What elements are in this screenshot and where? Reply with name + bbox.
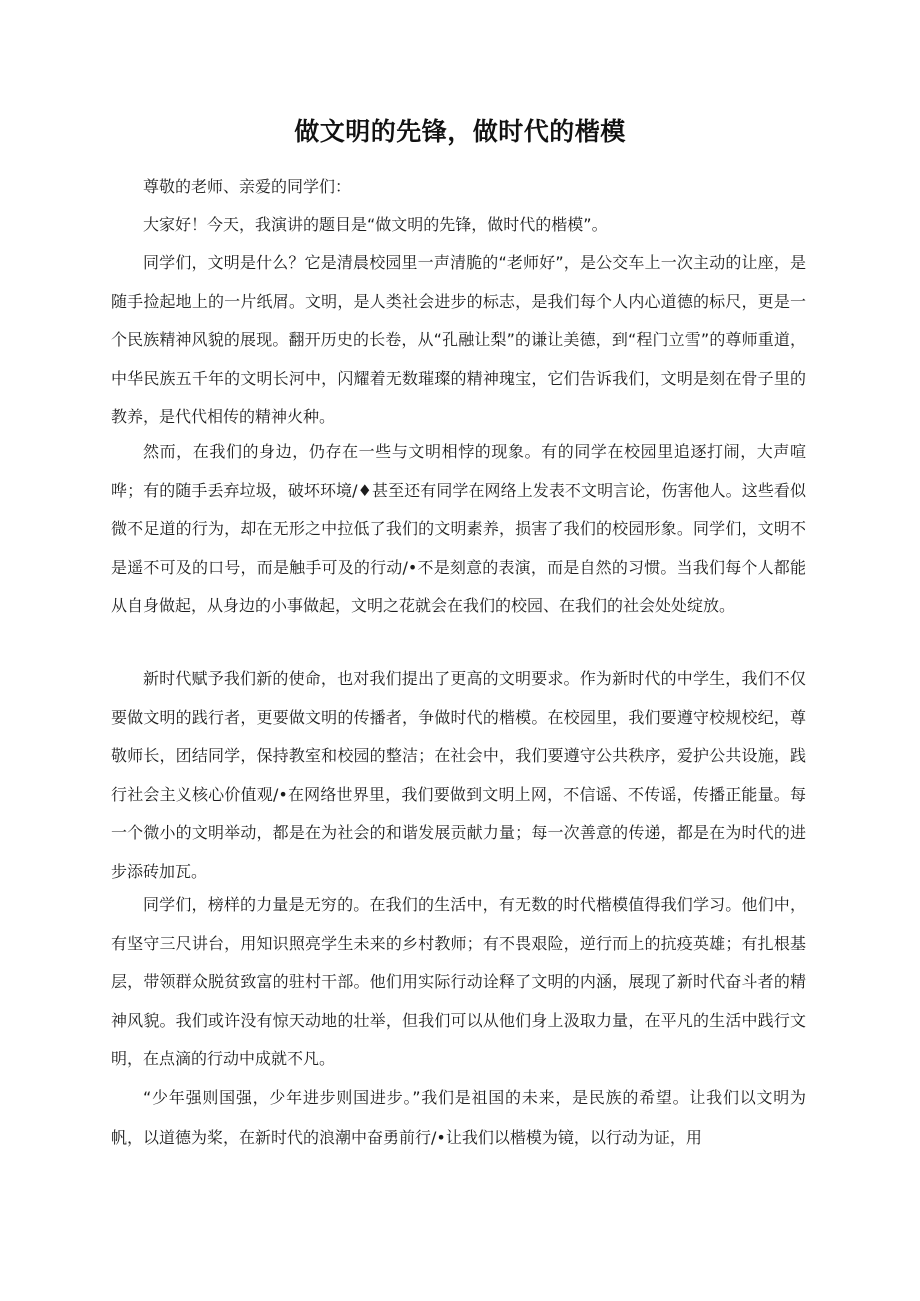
paragraph-3 [111,433,806,626]
paragraph-4 [111,660,806,891]
paragraph-text: 新时代赋予我们新的使命，也对我们提出了更高的文明要求。作为新时代的中学生，我们不仅要做文明的践行者，更要做文明的传播者，争做时代的楷模。在校园里，我们要遵守校规校纪，尊敬师长，团结同学，保持教室和校园的整洁；在社会中，我们要遵守公共秩序，爱护公共设施，践行社会主义核心价值观/•在网络世界里，我们要做到文明上网，不信谣、不传谣，传播正能量。每一个微小的文明举动，都是在为社会的和谐发展贡献力量；每一次善意的传递，都是在为时代的进步添砖加瓦。 [111,669,806,881]
salutation [111,168,806,207]
paragraph-text: 大家好！今天，我演讲的题目是“做文明的先锋，做时代的楷模”。 [143,215,608,234]
paragraph-5 [111,886,806,1079]
paragraph-text: 同学们，榜样的力量是无穷的。在我们的生活中，有无数的时代楷模值得我们学习。他们中，有坚守三尺讲台，用知识照亮学生未来的乡村教师；有不畏艰险，逆行而上的抗疫英雄；有扎根基层，带领群众脱贫致富的驻村干部。他们用实际行动诠释了文明的内涵，展现了新时代奋斗者的精神风貌。我们或许没有惊天动地的壮举，但我们可以从他们身上汲取力量，在平凡的生活中践行文明，在点滴的行动中成就不凡。 [111,895,806,1068]
paragraph-text: 然而，在我们的身边，仍存在一些与文明相悖的现象。有的同学在校园里追逐打闹，大声喧哗；有的随手丢弃垃圾，破坏环境/♦甚至还有同学在网络上发表不文明言论，伤害他人。这些看似微不足道的行为，却在无形之中拉低了我们的文明素养，损害了我们的校园形象。同学们，文明不是遥不可及的口号，而是触手可及的行动/•不是刻意的表演，而是自然的习惯。当我们每个人都能从自身做起，从身边的小事做起，文明之花就会在我们的校园、在我们的社会处处绽放。 [111,442,806,615]
paragraph-text: “少年强则国强，少年进步则国进步。”我们是祖国的未来，是民族的希望。让我们以文明为帆，以道德为桨，在新时代的浪潮中奋勇前行/•让我们以楷模为镜，以行动为证，用 [111,1088,806,1147]
paragraph-text: 同学们，文明是什么？它是清晨校园里一声清脆的“老师好”，是公交车上一次主动的让座，是随手捡起地上的一片纸屑。文明，是人类社会进步的标志，是我们每个人内心道德的标尺，更是一个民族精神风貌的展现。翻开历史的长卷，从“孔融让梨”的谦让美德，到“程门立雪”的尊师重道，中华民族五千年的文明长河中，闪耀着无数璀璨的精神瑰宝，它们告诉我们，文明是刻在骨子里的教养，是代代相传的精神火种。 [111,253,806,426]
salutation-text: 尊敬的老师、亲爱的同学们： [143,177,352,196]
paragraph-1 [111,206,806,245]
paragraph-6 [111,1078,806,1158]
document-title: 做文明的先锋，做时代的楷模 [294,117,626,146]
paragraph-2 [111,244,806,437]
